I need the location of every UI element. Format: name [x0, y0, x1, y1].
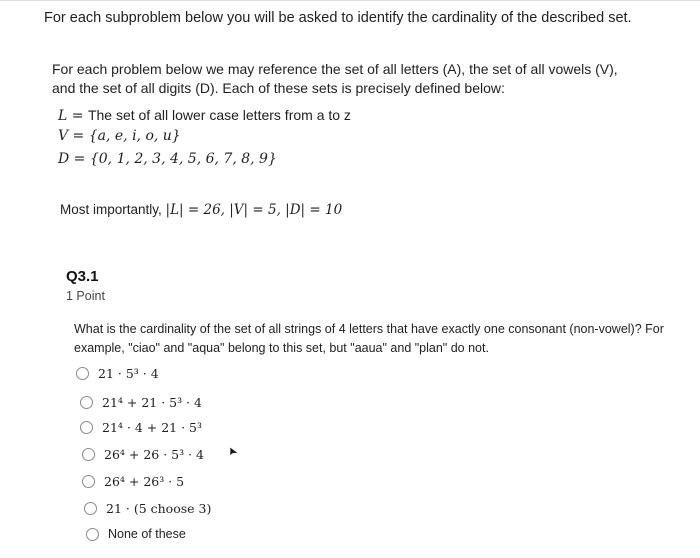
important-math: |L| = 26, |V| = 5, |D| = 10: [165, 202, 343, 218]
option-4[interactable]: [82, 447, 204, 462]
radio-button[interactable]: [80, 421, 93, 434]
intro-line-1: For each problem below we may reference the set of all letters (A), the set of all vowels (V),: [52, 61, 618, 77]
option-6[interactable]: [84, 501, 211, 516]
option-label: 21⁴ · 4 + 21 · 5³: [102, 420, 202, 435]
mouse-cursor-icon: [229, 446, 239, 458]
option-label: 21 · 5³ · 4: [98, 366, 159, 381]
page-header: For each subproblem below you will be asked to identify the cardinality of the described set.: [44, 10, 632, 26]
radio-button[interactable]: [86, 528, 99, 541]
option-5[interactable]: [82, 474, 184, 489]
definition-L-rhs: The set of all lower case letters from a to z: [87, 107, 351, 123]
option-label: 26⁴ + 26³ · 5: [104, 474, 185, 489]
definition-L-lhs: L =: [58, 108, 88, 124]
option-1[interactable]: [76, 366, 159, 381]
definition-D: D = {0, 1, 2, 3, 4, 5, 6, 7, 8, 9}: [58, 151, 277, 167]
radio-button[interactable]: [82, 448, 95, 461]
option-label: 26⁴ + 26 · 5³ · 4: [104, 447, 204, 462]
radio-button[interactable]: [76, 367, 89, 380]
intro-line-2: and the set of all digits (D). Each of these sets is precisely defined below:: [52, 80, 505, 96]
option-label: 21 · (5 choose 3): [106, 501, 212, 516]
question-text: What is the cardinality of the set of all strings of 4 letters that have exactly one consonant (non-vowel)? For example, "ciao" and "aqua" belong to this set, but "aaua" and "plan" do not.: [74, 322, 664, 355]
option-7[interactable]: [86, 527, 186, 541]
question-title: Q3.1: [66, 268, 99, 285]
radio-button[interactable]: [80, 396, 93, 409]
important-note: [60, 202, 342, 218]
definition-L: [58, 107, 351, 124]
top-divider: [0, 0, 700, 1]
option-2[interactable]: [80, 395, 202, 410]
intro-text: [52, 60, 682, 98]
radio-button[interactable]: [84, 502, 97, 515]
option-3[interactable]: [80, 420, 202, 435]
question-points: 1 Point: [66, 289, 105, 303]
definition-V: V = {a, e, i, o, u}: [58, 128, 181, 144]
radio-button[interactable]: [82, 475, 95, 488]
option-label: 21⁴ + 21 · 5³ · 4: [102, 395, 202, 410]
important-prefix: Most importantly,: [60, 202, 166, 217]
option-label: None of these: [108, 527, 186, 541]
